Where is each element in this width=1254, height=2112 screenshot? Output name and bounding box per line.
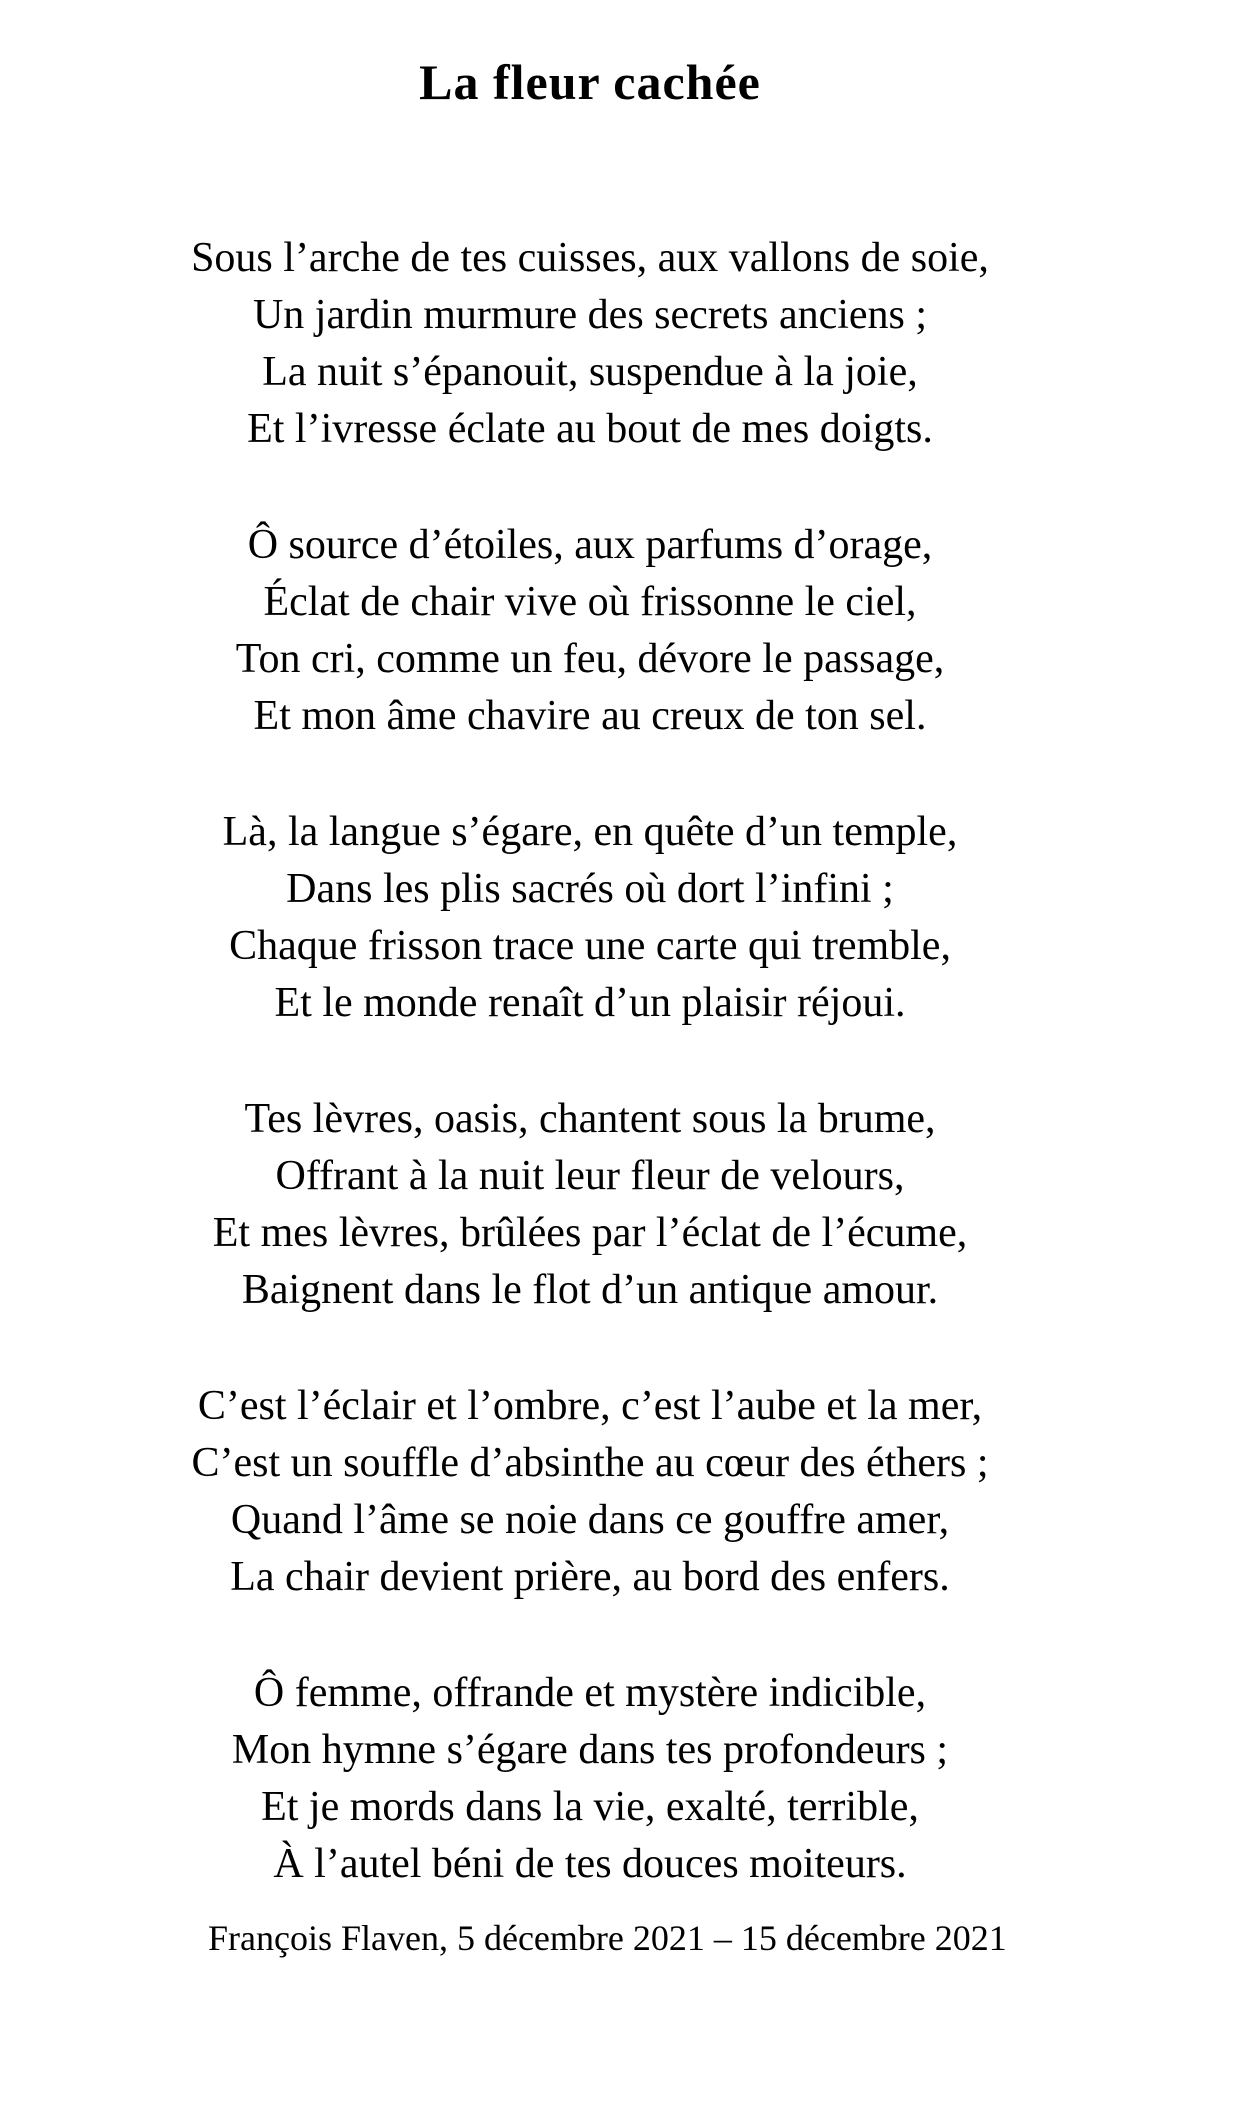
verse-line: Un jardin murmure des secrets anciens ;: [252, 292, 928, 338]
verse-line: La chair devient prière, au bord des enfers.: [230, 1554, 950, 1600]
stanza-2: [0, 517, 1180, 745]
verse-line: Chaque frisson trace une carte qui tremble,: [229, 923, 951, 969]
stanza-5: [0, 1378, 1180, 1606]
verse-line: Et je mords dans la vie, exalté, terrible,: [261, 1784, 919, 1830]
verse-line: Dans les plis sacrés où dort l’infini ;: [286, 866, 894, 912]
verse-line: Et mon âme chavire au creux de ton sel.: [253, 693, 927, 739]
verse-line: C’est l’éclair et l’ombre, c’est l’aube et la mer,: [197, 1383, 983, 1429]
stanza-1: [0, 230, 1180, 458]
stanza-3: [0, 804, 1180, 1032]
verse-line: Là, la langue s’égare, en quête d’un temple,: [222, 809, 958, 855]
verse-line: Baignent dans le flot d’un antique amour.: [241, 1267, 939, 1313]
verse-line: La nuit s’épanouit, suspendue à la joie,: [262, 349, 918, 395]
verse-line: Et l’ivresse éclate au bout de mes doigts.: [247, 406, 933, 452]
verse-line: Sous l’arche de tes cuisses, aux vallons de soie,: [191, 235, 989, 281]
verse-line: Ô source d’étoiles, aux parfums d’orage,: [247, 522, 933, 568]
verse-line: Quand l’âme se noie dans ce gouffre amer,: [230, 1497, 950, 1543]
author-signature: François Flaven, 5 décembre 2021 – 15 décembre 2021: [208, 1918, 1007, 1958]
stanza-4: [0, 1091, 1180, 1319]
verse-line: Éclat de chair vive où frissonne le ciel,: [263, 579, 917, 625]
stanza-6: [0, 1665, 1180, 1893]
verse-line: Offrant à la nuit leur fleur de velours,: [275, 1153, 905, 1199]
verse-line: Ô femme, offrande et mystère indicible,: [253, 1670, 927, 1716]
poem-title: La fleur cachée: [419, 54, 761, 110]
verse-line: Ton cri, comme un feu, dévore le passage,: [235, 636, 945, 682]
verse-line: C’est un souffle d’absinthe au cœur des éthers ;: [191, 1440, 989, 1486]
verse-line: Et le monde renaît d’un plaisir réjoui.: [274, 980, 906, 1026]
poem-body: [0, 230, 1180, 1952]
verse-line: Tes lèvres, oasis, chantent sous la brume,: [244, 1096, 936, 1142]
verse-line: Et mes lèvres, brûlées par l’éclat de l’écume,: [212, 1210, 968, 1256]
verse-line: À l’autel béni de tes douces moiteurs.: [273, 1841, 907, 1887]
verse-line: Mon hymne s’égare dans tes profondeurs ;: [231, 1727, 949, 1773]
